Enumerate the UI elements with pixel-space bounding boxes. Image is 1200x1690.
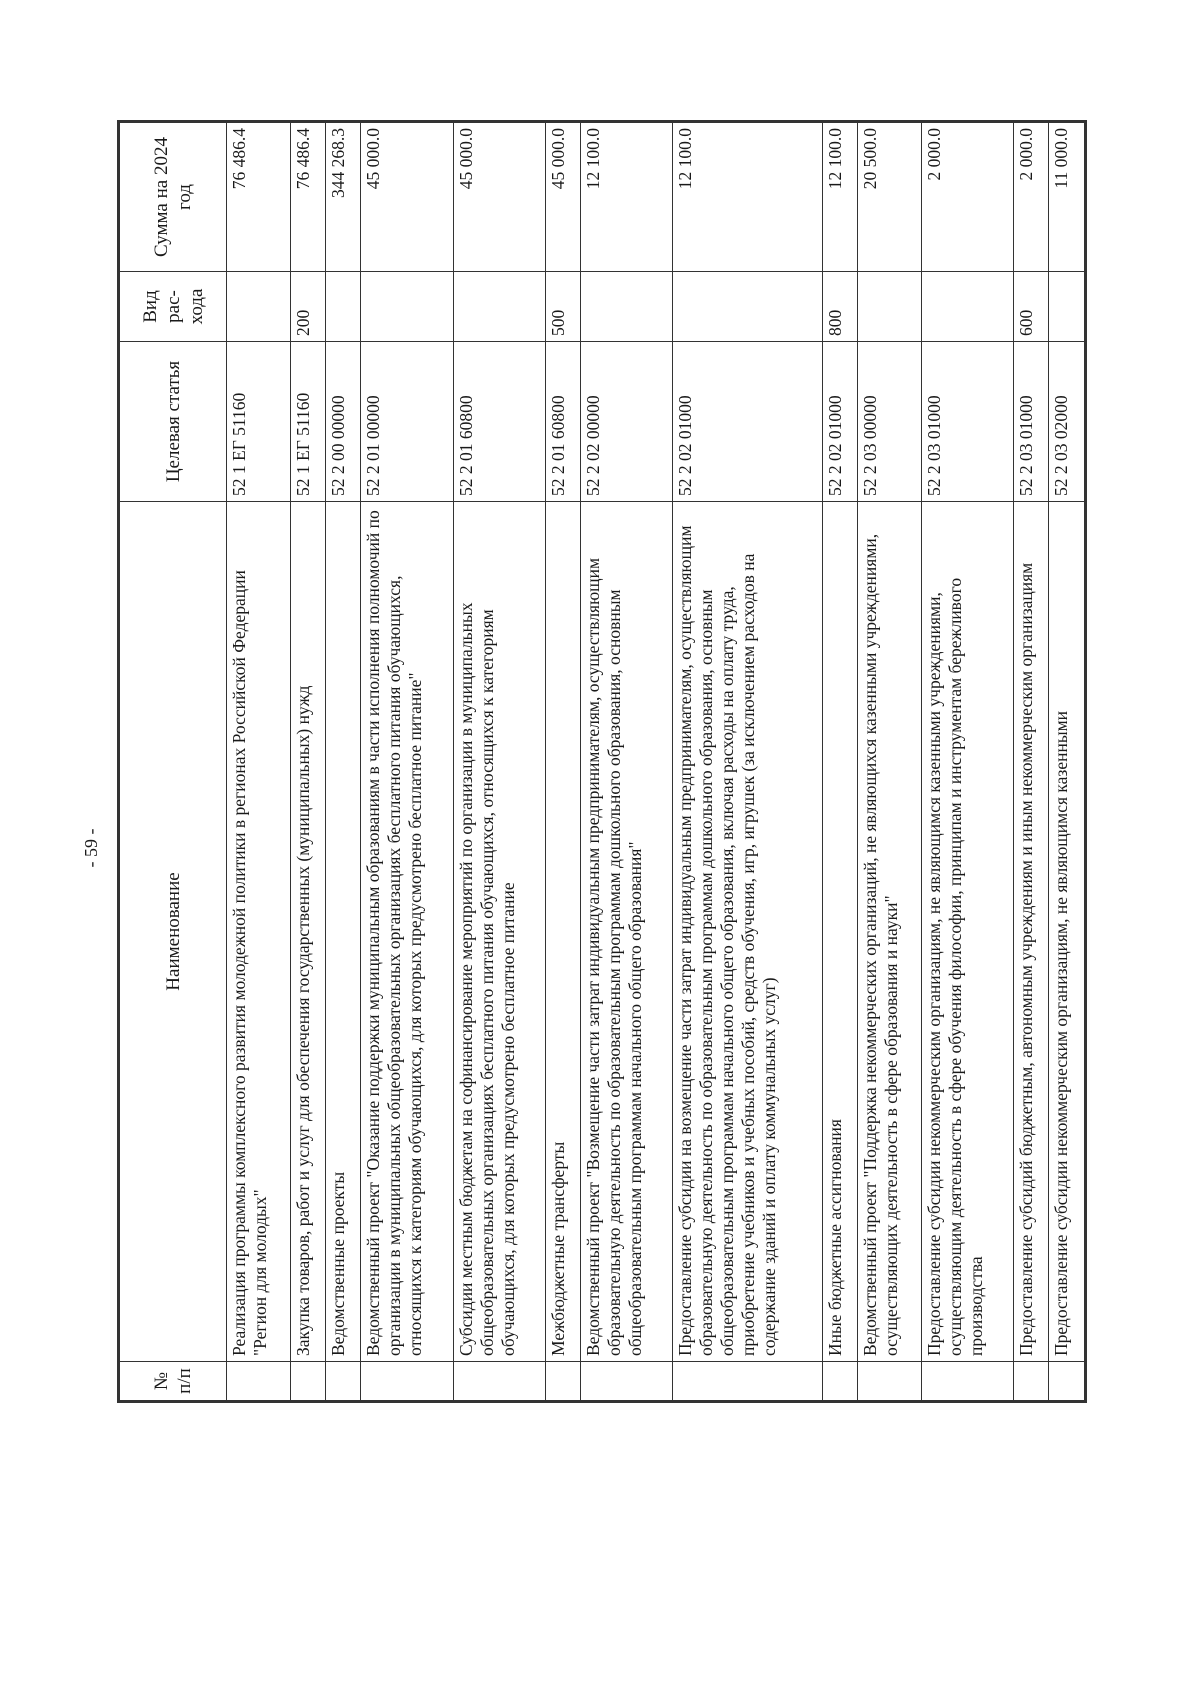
row-sum: 11 000.0 <box>1049 122 1086 272</box>
row-num <box>1049 1362 1086 1402</box>
row-num <box>1013 1362 1048 1402</box>
table-row <box>1049 122 1086 1402</box>
header-name: Наименование <box>119 502 227 1362</box>
row-num <box>822 1362 857 1402</box>
row-code: 52 2 02 01000 <box>673 342 822 502</box>
row-name: Предоставление субсидии на возмещение части затрат индивидуальным предпринимателям, осуществляющим образовательную деятельность по образовательным программам дошкольного образования, основным общеобразовательным программам начального общего образования, включая расходы на оплату труда, приобретение учебников и учебных пособий, средств обучения, игр, игрушек (за исключением расходов на содержание зданий и оплату коммунальных услуг) <box>673 502 822 1362</box>
row-code: 52 1 ЕГ 51160 <box>227 342 291 502</box>
row-num <box>227 1362 291 1402</box>
row-num <box>290 1362 325 1402</box>
row-num <box>581 1362 673 1402</box>
row-code: 52 2 03 00000 <box>857 342 921 502</box>
budget-table <box>117 120 1087 1403</box>
table-row <box>545 122 580 1402</box>
rotated-table-container <box>117 123 1087 1403</box>
row-sum: 76 486.4 <box>227 122 291 272</box>
header-code: Целевая статья <box>119 342 227 502</box>
row-name: Ведомственные проекты <box>326 502 361 1362</box>
table-row <box>673 122 822 1402</box>
row-name: Субсидии местным бюджетам на софинансирование мероприятий по организации в муниципальных общеобразовательных организациях бесплатного питания обучающихся, относящихся к категориям обучающихся, для которых предусмотрено бесплатное питание <box>453 502 545 1362</box>
row-sum: 2 000.0 <box>1013 122 1048 272</box>
table-header-row <box>119 122 227 1402</box>
row-type <box>581 272 673 342</box>
row-name: Предоставление субсидии некоммерческим организациям, не являющимся казенными <box>1049 502 1086 1362</box>
row-num <box>361 1362 453 1402</box>
row-code: 52 1 ЕГ 51160 <box>290 342 325 502</box>
row-code: 52 2 02 00000 <box>581 342 673 502</box>
header-type: Вид рас-хода <box>119 272 227 342</box>
row-num <box>857 1362 921 1402</box>
row-sum: 45 000.0 <box>453 122 545 272</box>
row-type <box>453 272 545 342</box>
table-row <box>227 122 291 1402</box>
row-sum: 2 000.0 <box>921 122 1013 272</box>
row-sum: 12 100.0 <box>673 122 822 272</box>
row-type <box>227 272 291 342</box>
table-row <box>361 122 453 1402</box>
row-num <box>453 1362 545 1402</box>
table-row <box>581 122 673 1402</box>
row-type: 500 <box>545 272 580 342</box>
row-code: 52 2 03 02000 <box>1049 342 1086 502</box>
row-name: Реализация программы комплексного развития молодежной политики в регионах Российской Федерации "Регион для молодых" <box>227 502 291 1362</box>
row-sum: 12 100.0 <box>581 122 673 272</box>
table-row <box>857 122 921 1402</box>
row-type <box>1049 272 1086 342</box>
header-num: № п/п <box>119 1362 227 1402</box>
row-sum: 12 100.0 <box>822 122 857 272</box>
row-code: 52 2 03 01000 <box>1013 342 1048 502</box>
row-code: 52 2 02 01000 <box>822 342 857 502</box>
row-type <box>857 272 921 342</box>
table-row <box>921 122 1013 1402</box>
row-type: 600 <box>1013 272 1048 342</box>
table-row <box>1013 122 1048 1402</box>
row-num <box>545 1362 580 1402</box>
row-name: Предоставление субсидий бюджетным, автономным учреждениям и иным некоммерческим организациям <box>1013 502 1048 1362</box>
table-row <box>290 122 325 1402</box>
row-sum: 76 486.4 <box>290 122 325 272</box>
row-sum: 20 500.0 <box>857 122 921 272</box>
row-type: 800 <box>822 272 857 342</box>
row-name: Ведомственный проект "Возмещение части затрат индивидуальным предпринимателям, осуществляющим образовательную деятельность по образовательным программам дошкольного образования, основным общеобразовательным программам начального общего образования" <box>581 502 673 1362</box>
row-code: 52 2 00 00000 <box>326 342 361 502</box>
row-type <box>326 272 361 342</box>
table-row <box>326 122 361 1402</box>
row-type <box>361 272 453 342</box>
table-row <box>453 122 545 1402</box>
table-row <box>822 122 857 1402</box>
row-name: Ведомственный проект "Оказание поддержки муниципальным образованиям в части исполнения полномочий по организации в муниципальных общеобразовательных организациях бесплатного питания обучающихся, относящихся к категориям обучающихся, для которых предусмотрено бесплатное питание" <box>361 502 453 1362</box>
row-name: Закупка товаров, работ и услуг для обеспечения государственных (муниципальных) нужд <box>290 502 325 1362</box>
row-name: Предоставление субсидии некоммерческим организациям, не являющимся казенными учреждениями, осуществляющим деятельность в сфере обучения философии, принципам и инструментам бережливого производства <box>921 502 1013 1362</box>
row-sum: 45 000.0 <box>361 122 453 272</box>
header-sum: Сумма на 2024 год <box>119 122 227 272</box>
row-type <box>673 272 822 342</box>
row-num <box>921 1362 1013 1402</box>
row-code: 52 2 01 60800 <box>545 342 580 502</box>
row-name: Ведомственный проект "Поддержка некоммерческих организаций, не являющихся казенными учреждениями, осуществляющих деятельность в сфере образования и науки" <box>857 502 921 1362</box>
row-type <box>921 272 1013 342</box>
row-sum: 344 268.3 <box>326 122 361 272</box>
row-code: 52 2 01 00000 <box>361 342 453 502</box>
row-name: Иные бюджетные ассигнования <box>822 502 857 1362</box>
row-num <box>673 1362 822 1402</box>
row-sum: 45 000.0 <box>545 122 580 272</box>
row-name: Межбюджетные трансферты <box>545 502 580 1362</box>
page-number: - 59 - <box>81 828 101 868</box>
row-type: 200 <box>290 272 325 342</box>
row-code: 52 2 03 01000 <box>921 342 1013 502</box>
row-num <box>326 1362 361 1402</box>
row-code: 52 2 01 60800 <box>453 342 545 502</box>
